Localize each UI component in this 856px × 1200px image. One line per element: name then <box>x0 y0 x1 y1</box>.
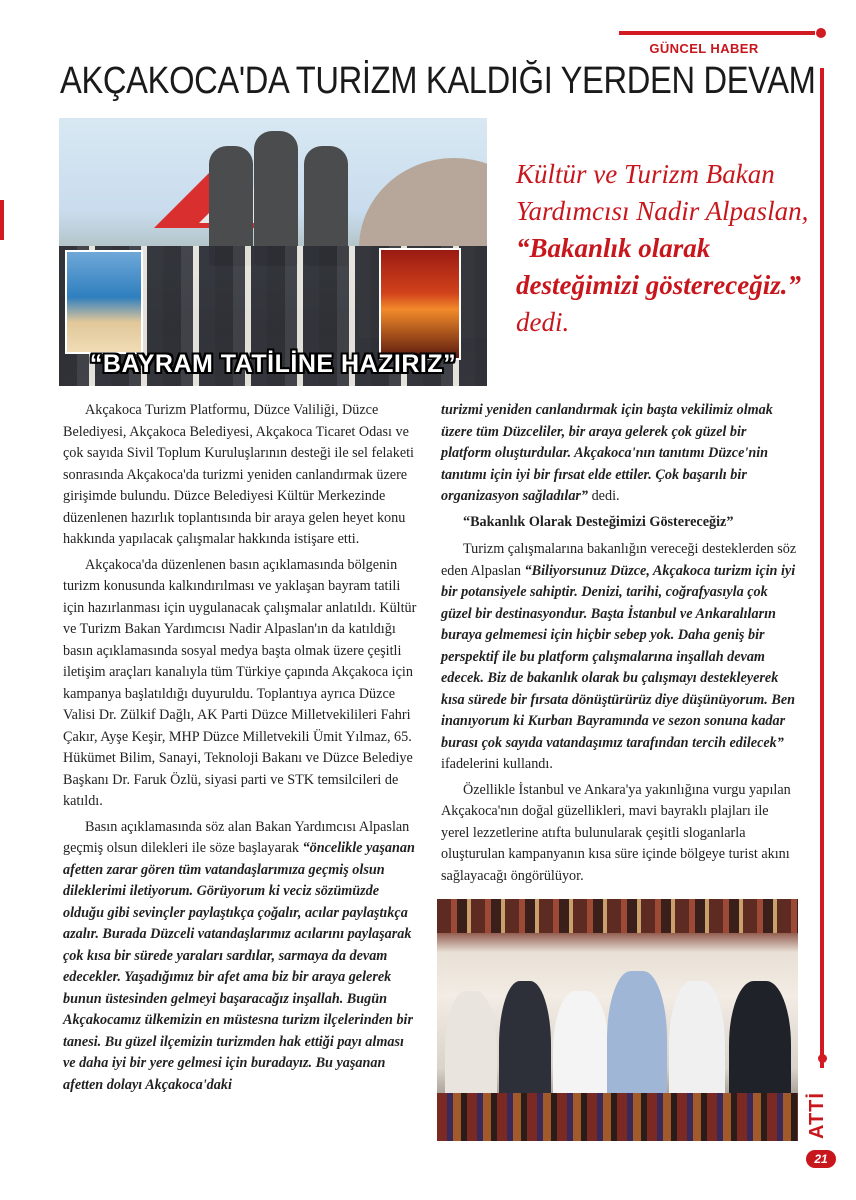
top-photo-caption: “BAYRAM TATİLİNE HAZIRIZ” <box>89 350 457 378</box>
pull-quote <box>516 156 816 341</box>
article-column-left <box>63 400 418 1100</box>
header-dot <box>816 28 826 38</box>
article-paragraph: Özellikle İstanbul ve Ankara'ya yakınlığına vurgu yapılan Akçakoca'nın doğal güzellikleri, mavi bayraklı plajları ile yerel lezzetlerine atıfta bulunularak çeşitli sloganlarla oluşturulan kampanyanın kısa süre içinde bölgeye turist akını sağlayacağı öngörülüyor. <box>441 781 791 884</box>
article-paragraph <box>63 817 418 1097</box>
pull-quote-lead: Kültür ve Turizm Bakan Yardımcısı Nadir Alpaslan, <box>516 159 809 226</box>
bottom-photo <box>437 899 798 1141</box>
article-subheading: “Bakanlık Olarak Desteğimizi Göstereceğiz” <box>463 513 734 530</box>
right-margin-bar <box>820 68 824 1068</box>
magazine-logo: ATTİ <box>806 1092 828 1140</box>
paragraph-text: ifadelerini kullandı. <box>441 756 553 772</box>
quote-text: “Biliyorsunuz Düzce, Akçakoca turizm için iyi bir potansiyele sahiptir. Denizi, tarihi, coğrafyasıyla çok güzel bir destinasyondur. Başta İstanbul ve Ankaralıların buraya gelmemesi için hiçbir sebep yok. Daha geniş bir perspektif ile bu platform çalışmalarına inşallah devam edecek. Biz de bakanlık olarak bu çalışmayı destekleyerek kısa sürede bir fırsata dönüştürürüz diye düşünüyorum. Ben inanıyorum ki Kurban Bayramında ve sezon sonuna kadar burası çok sayıda vatandaşımız tarafından tercih edilecek” <box>441 562 796 751</box>
quote-text: “öncelikle yaşanan afetten zarar gören tüm vatandaşlarımıza geçmiş olsun dileklerimi iletiyorum. Görüyorum ki veciz sözümüzde olduğu gibi sevinçler paylaştıkça çoğalır, acılar paylaştıkça azalır. Burada Düzceli vatandaşlarımız acılarını paylaşarak çok kısa bir sürede yaraları sardılar, sarmaya da devam edecekler. Yaşadığımız bir afet ama biz bir araya gelerek bunun üstesinden gelmeyi başaracağız inşallah. Bugün Akçakocamız ülkemizin en müstesna turizm ilçelerinden bir tanesi. Bu güzel ilçemizin turizmden hak ettiği payı alması ve daha iyi bir yere gelmesi için buradayız. Bu yaşanan afetten dolayı Akçakoca'daki <box>63 840 415 1093</box>
page-headline: AKÇAKOCA'DA TURİZM KALDIĞI YERDEN DEVAM <box>60 60 816 102</box>
article-paragraph <box>441 539 797 776</box>
pull-quote-tail: dedi. <box>516 307 570 337</box>
article-paragraph <box>441 400 797 508</box>
article-paragraph: Akçakoca Turizm Platformu, Düzce Valiliği, Düzce Belediyesi, Akçakoca Belediyesi, Akçakoca Ticaret Odası ve çok sayıda Sivil Toplum Kuruluşlarının desteği ile sel felaketi sonrasında Akçakoca'da turizmi yeniden canlandırmak üzere girişimde bulundu. Düzce Belediyesi Kültür Merkezinde düzenlenen hazırlık toplantısında bir araya gelen heyet konu hakkında yapılacak çalışmalar hakkında istişare etti. <box>63 402 415 547</box>
article-paragraph: Akçakoca'da düzenlenen basın açıklamasında bölgenin turizm konusunda kalkındırılması ve yaklaşan bayram tatili için hazırlanması için uygulanacak çalışmalar anlatıldı. Kültür ve Turizm Bakan Yardımcısı Nadir Alpaslan'ın da katıldığı basın açıklamasında sosyal medya başta olmak üzere çeşitli iletişim araçları kanalıyla tüm Türkiye çapında Akçakoca için kampanya başlatıldığı duyuruldu. Toplantıya ayrıca Düzce Valisi Dr. Zülkif Dağlı, AK Parti Düzce Milletvekilileri Fahri Çakır, Ayşe Keşir, MHP Düzce Milletvekili Ümit Yılmaz, 65. Hükümet Bilim, Sanayi, Teknoloji Bakanı ve Düzce Belediye Başkanı Dr. Faruk Özlü, siyasi parti ve STK temsilcileri de katıldı. <box>63 556 417 809</box>
photo-canopy <box>437 899 798 933</box>
photo-poster-beach <box>65 250 143 354</box>
photo-poster-sunset <box>379 248 461 360</box>
top-photo <box>59 118 487 386</box>
page-number: 21 <box>806 1150 836 1168</box>
footer-dot <box>818 1054 827 1063</box>
photo-carpet-table <box>437 1093 798 1141</box>
paragraph-text: dedi. <box>588 488 620 504</box>
left-edge-marker <box>0 200 4 240</box>
section-label: GÜNCEL HABER <box>649 41 759 56</box>
paragraph-text: Basın açıklamasında söz alan Bakan Yardımcısı Alpaslan geçmiş olsun dilekleri ile söze başlayarak <box>63 818 410 856</box>
header-rule <box>619 31 815 35</box>
quote-text: turizmi yeniden canlandırmak için başta vekilimiz olmak üzere tüm Düzceliler, bir araya gelerek çok güzel bir platform oluşturdular. Akçakoca'nın tanıtımı Düzce'nin tanıtımı için iyi bir fırsat elde ettiler. Çok başarılı bir organizasyon sağladılar” <box>441 402 773 504</box>
pull-quote-bold: “Bakanlık olarak desteğimizi göstereceğiz.” <box>516 233 801 300</box>
paragraph-text: Turizm çalışmalarına bakanlığın vereceği desteklerden söz eden Alpaslan <box>441 541 797 579</box>
article-column-right <box>441 400 797 891</box>
